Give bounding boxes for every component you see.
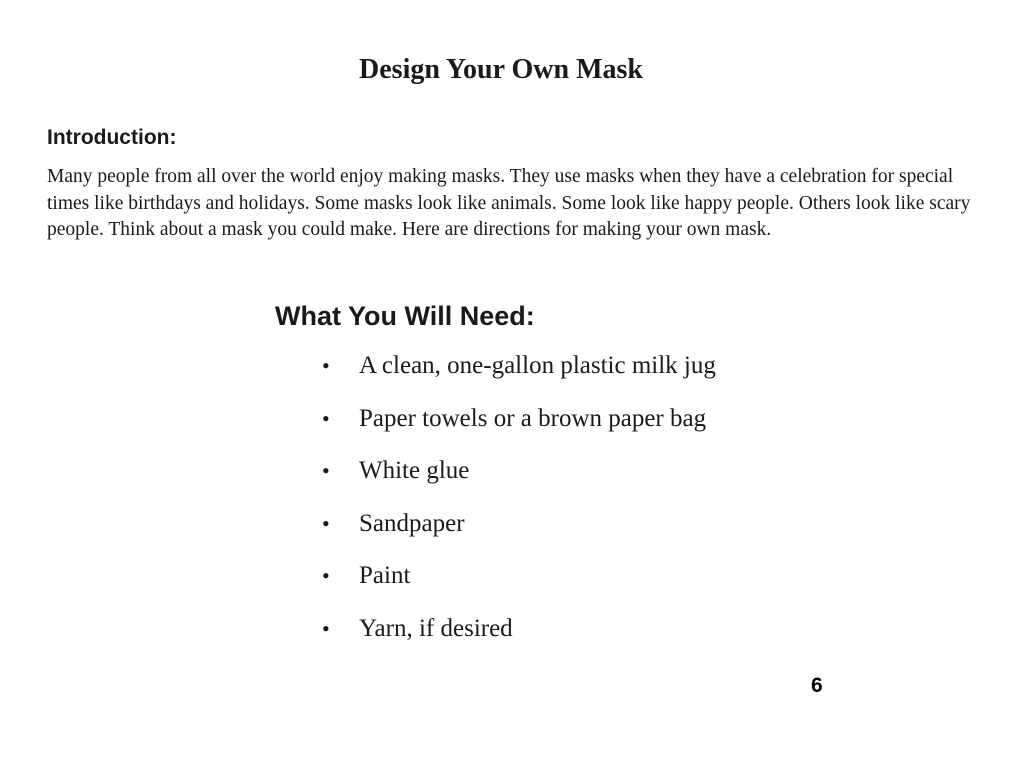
page-number: 6	[811, 674, 823, 697]
bullet-icon: •	[322, 353, 330, 378]
bullet-icon: •	[322, 510, 330, 536]
list-item	[322, 451, 716, 504]
introduction-paragraph: Many people from all over the world enjoy making masks. They use masks when they have a celebration for special times like birthdays and holidays. Some masks look like animals. Some look like happy people. Others look like scary people. Think about a mask you could make. Here are directions for making your own mask.	[47, 166, 971, 240]
list-item	[322, 504, 716, 557]
list-item-text: Paper towels or a brown paper bag	[359, 404, 707, 432]
list-item-text: Sandpaper	[359, 509, 465, 537]
materials-list	[322, 346, 716, 662]
list-item-text: A clean, one-gallon plastic milk jug	[359, 352, 716, 379]
bullet-icon: •	[322, 405, 330, 431]
list-item	[322, 399, 716, 452]
list-item	[322, 609, 716, 662]
bullet-icon: •	[322, 458, 330, 484]
list-item	[322, 556, 716, 609]
introduction-heading: Introduction:	[47, 126, 177, 149]
list-item-text: Paint	[359, 562, 411, 590]
bullet-icon: •	[322, 615, 330, 641]
list-item	[322, 346, 716, 399]
list-item-text: White glue	[359, 457, 470, 485]
list-item-text: Yarn, if desired	[359, 614, 513, 642]
materials-heading: What You Will Need:	[275, 301, 535, 331]
bullet-icon: •	[322, 563, 330, 589]
page-title: Design Your Own Mask	[359, 54, 643, 85]
